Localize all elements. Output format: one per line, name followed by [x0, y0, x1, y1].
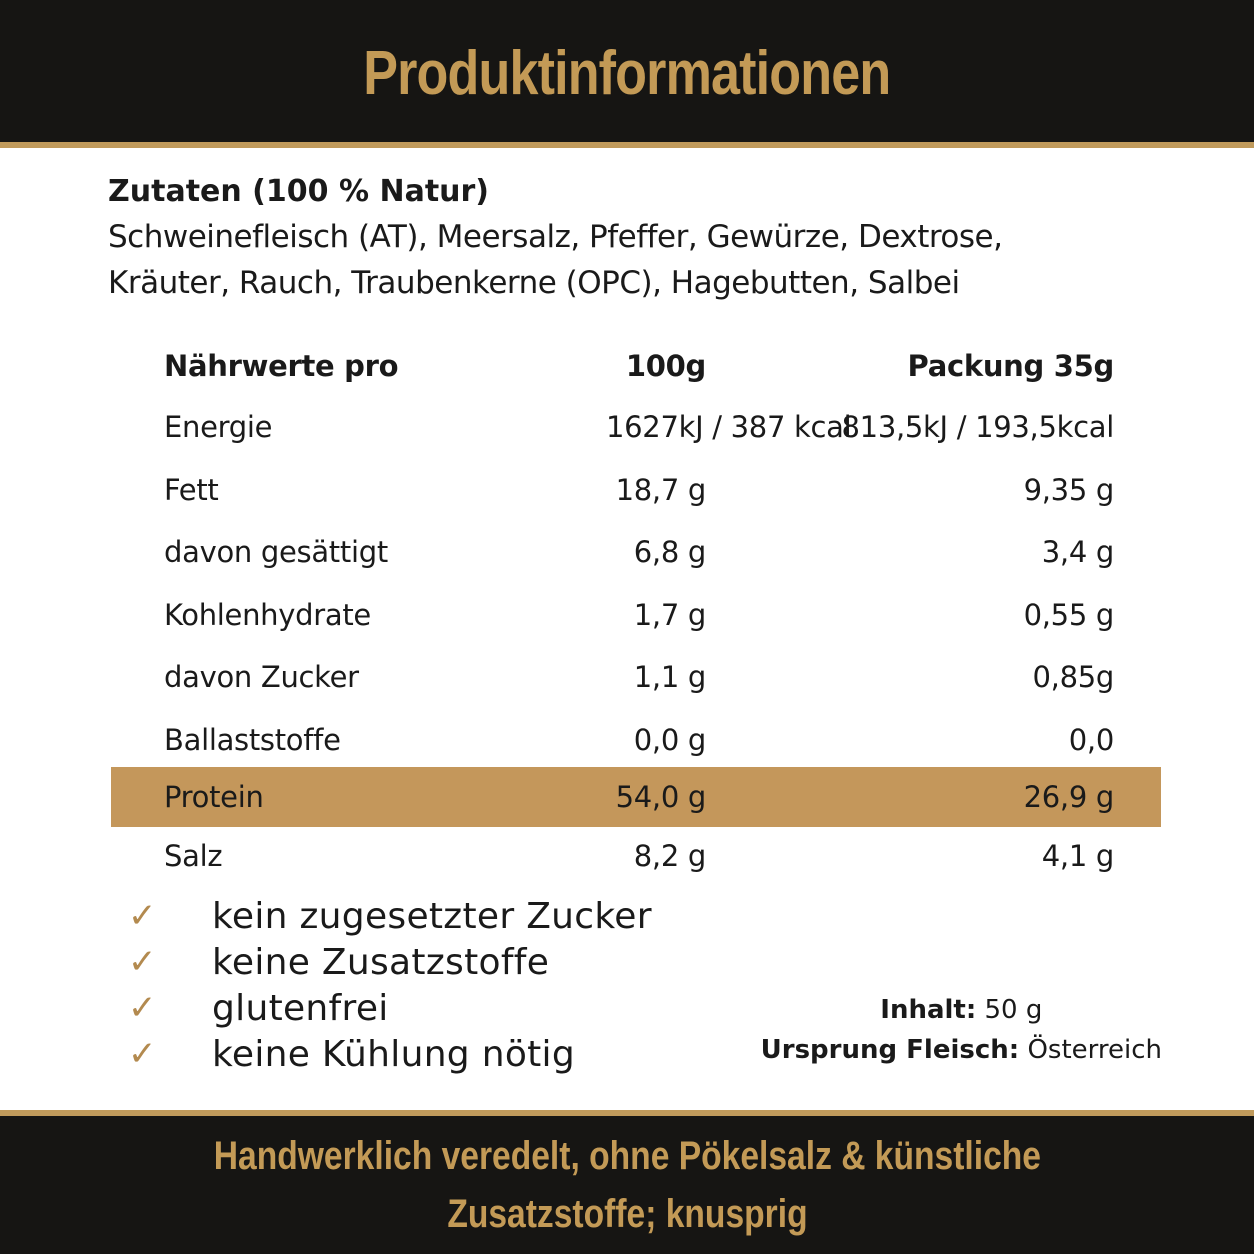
nutrition-row-saturated: [111, 521, 1161, 584]
feature-label: kein zugesetzter Zucker: [212, 895, 652, 937]
feature-item: [128, 893, 728, 939]
origin-value: Österreich: [1027, 1035, 1162, 1065]
feature-label: keine Kühlung nötig: [212, 1033, 576, 1075]
feature-item: [128, 939, 728, 985]
nutrient-per-pack: 9,35 g: [1023, 472, 1114, 507]
header-per-pack: Packung 35g: [907, 349, 1114, 383]
nutrient-name: Protein: [164, 780, 264, 814]
nutrient-name: davon gesättigt: [164, 535, 388, 570]
feature-label: keine Zusatzstoffe: [212, 941, 550, 983]
header-nutrient: Nährwerte pro: [164, 349, 399, 383]
feature-item: [128, 1031, 728, 1077]
nutrient-name: Salz: [164, 839, 223, 873]
nutrient-per-pack: 0,85g: [1032, 660, 1114, 695]
nutrition-row-sugar: [111, 646, 1161, 709]
origin-label: Ursprung Fleisch:: [760, 1035, 1020, 1065]
feature-list: [128, 893, 728, 1077]
nutrient-per-pack: 813,5kJ / 193,5kcal: [841, 410, 1114, 445]
header-bar: [0, 0, 1254, 148]
nutrition-table: [111, 336, 1161, 885]
content-line: [761, 990, 1162, 1030]
nutrient-name: Ballaststoffe: [164, 722, 341, 757]
nutrient-per-pack: 3,4 g: [1041, 535, 1114, 570]
origin-line: [761, 1030, 1162, 1070]
nutrition-row-carbs: [111, 584, 1161, 647]
footer-bar: [0, 1110, 1254, 1254]
nutrient-per-100g: 54,0 g: [615, 780, 706, 814]
checkmark-icon: ✓: [128, 1034, 157, 1074]
nutrient-per-100g: 8,2 g: [633, 839, 706, 873]
header-per-100g: 100g: [625, 349, 706, 383]
content-label: Inhalt:: [880, 995, 977, 1025]
checkmark-icon: ✓: [128, 896, 157, 936]
nutrition-row-fat: [111, 459, 1161, 522]
footer-line-2: Zusatzstoffe; knusprig: [446, 1192, 808, 1236]
ingredients-section: [108, 170, 1158, 306]
nutrient-per-100g: 1,7 g: [633, 597, 706, 632]
checkmark-icon: ✓: [128, 942, 157, 982]
nutrient-per-100g: 1627kJ / 387 kcal: [606, 410, 852, 445]
nutrient-name: davon Zucker: [164, 660, 359, 695]
nutrient-per-100g: 1,1 g: [633, 660, 706, 695]
nutrient-per-100g: 18,7 g: [615, 472, 706, 507]
footer-line-1: Handwerklich veredelt, ohne Pökelsalz & künstliche: [213, 1134, 1041, 1178]
nutrient-name: Fett: [164, 472, 219, 507]
nutrient-per-pack: 26,9 g: [1023, 780, 1114, 814]
nutrition-row-salt: [111, 827, 1161, 885]
nutrient-name: Kohlenhydrate: [164, 597, 371, 632]
nutrition-row-energy: [111, 396, 1161, 459]
content-value: 50 g: [984, 995, 1043, 1025]
nutrient-per-pack: 0,55 g: [1023, 597, 1114, 632]
ingredients-text: Schweinefleisch (AT), Meersalz, Pfeffer, Gewürze, Dextrose, Kräuter, Rauch, Traubenkerne (OPC), Hagebutten, Salbei: [108, 219, 1003, 301]
nutrition-header-row: [111, 336, 1161, 396]
nutrient-per-100g: 0,0 g: [633, 722, 706, 757]
nutrition-row-protein: [111, 767, 1161, 827]
ingredients-title: Zutaten (100 % Natur): [108, 174, 490, 209]
feature-label: glutenfrei: [212, 987, 389, 1029]
feature-item: [128, 985, 728, 1031]
nutrient-per-pack: 0,0: [1068, 722, 1114, 757]
nutrient-per-100g: 6,8 g: [633, 535, 706, 570]
page-title: Produktinformationen: [363, 38, 891, 108]
checkmark-icon: ✓: [128, 988, 157, 1028]
nutrient-per-pack: 4,1 g: [1041, 839, 1114, 873]
nutrient-name: Energie: [164, 410, 273, 445]
nutrition-row-fiber: [111, 709, 1161, 772]
product-info: [761, 990, 1162, 1070]
